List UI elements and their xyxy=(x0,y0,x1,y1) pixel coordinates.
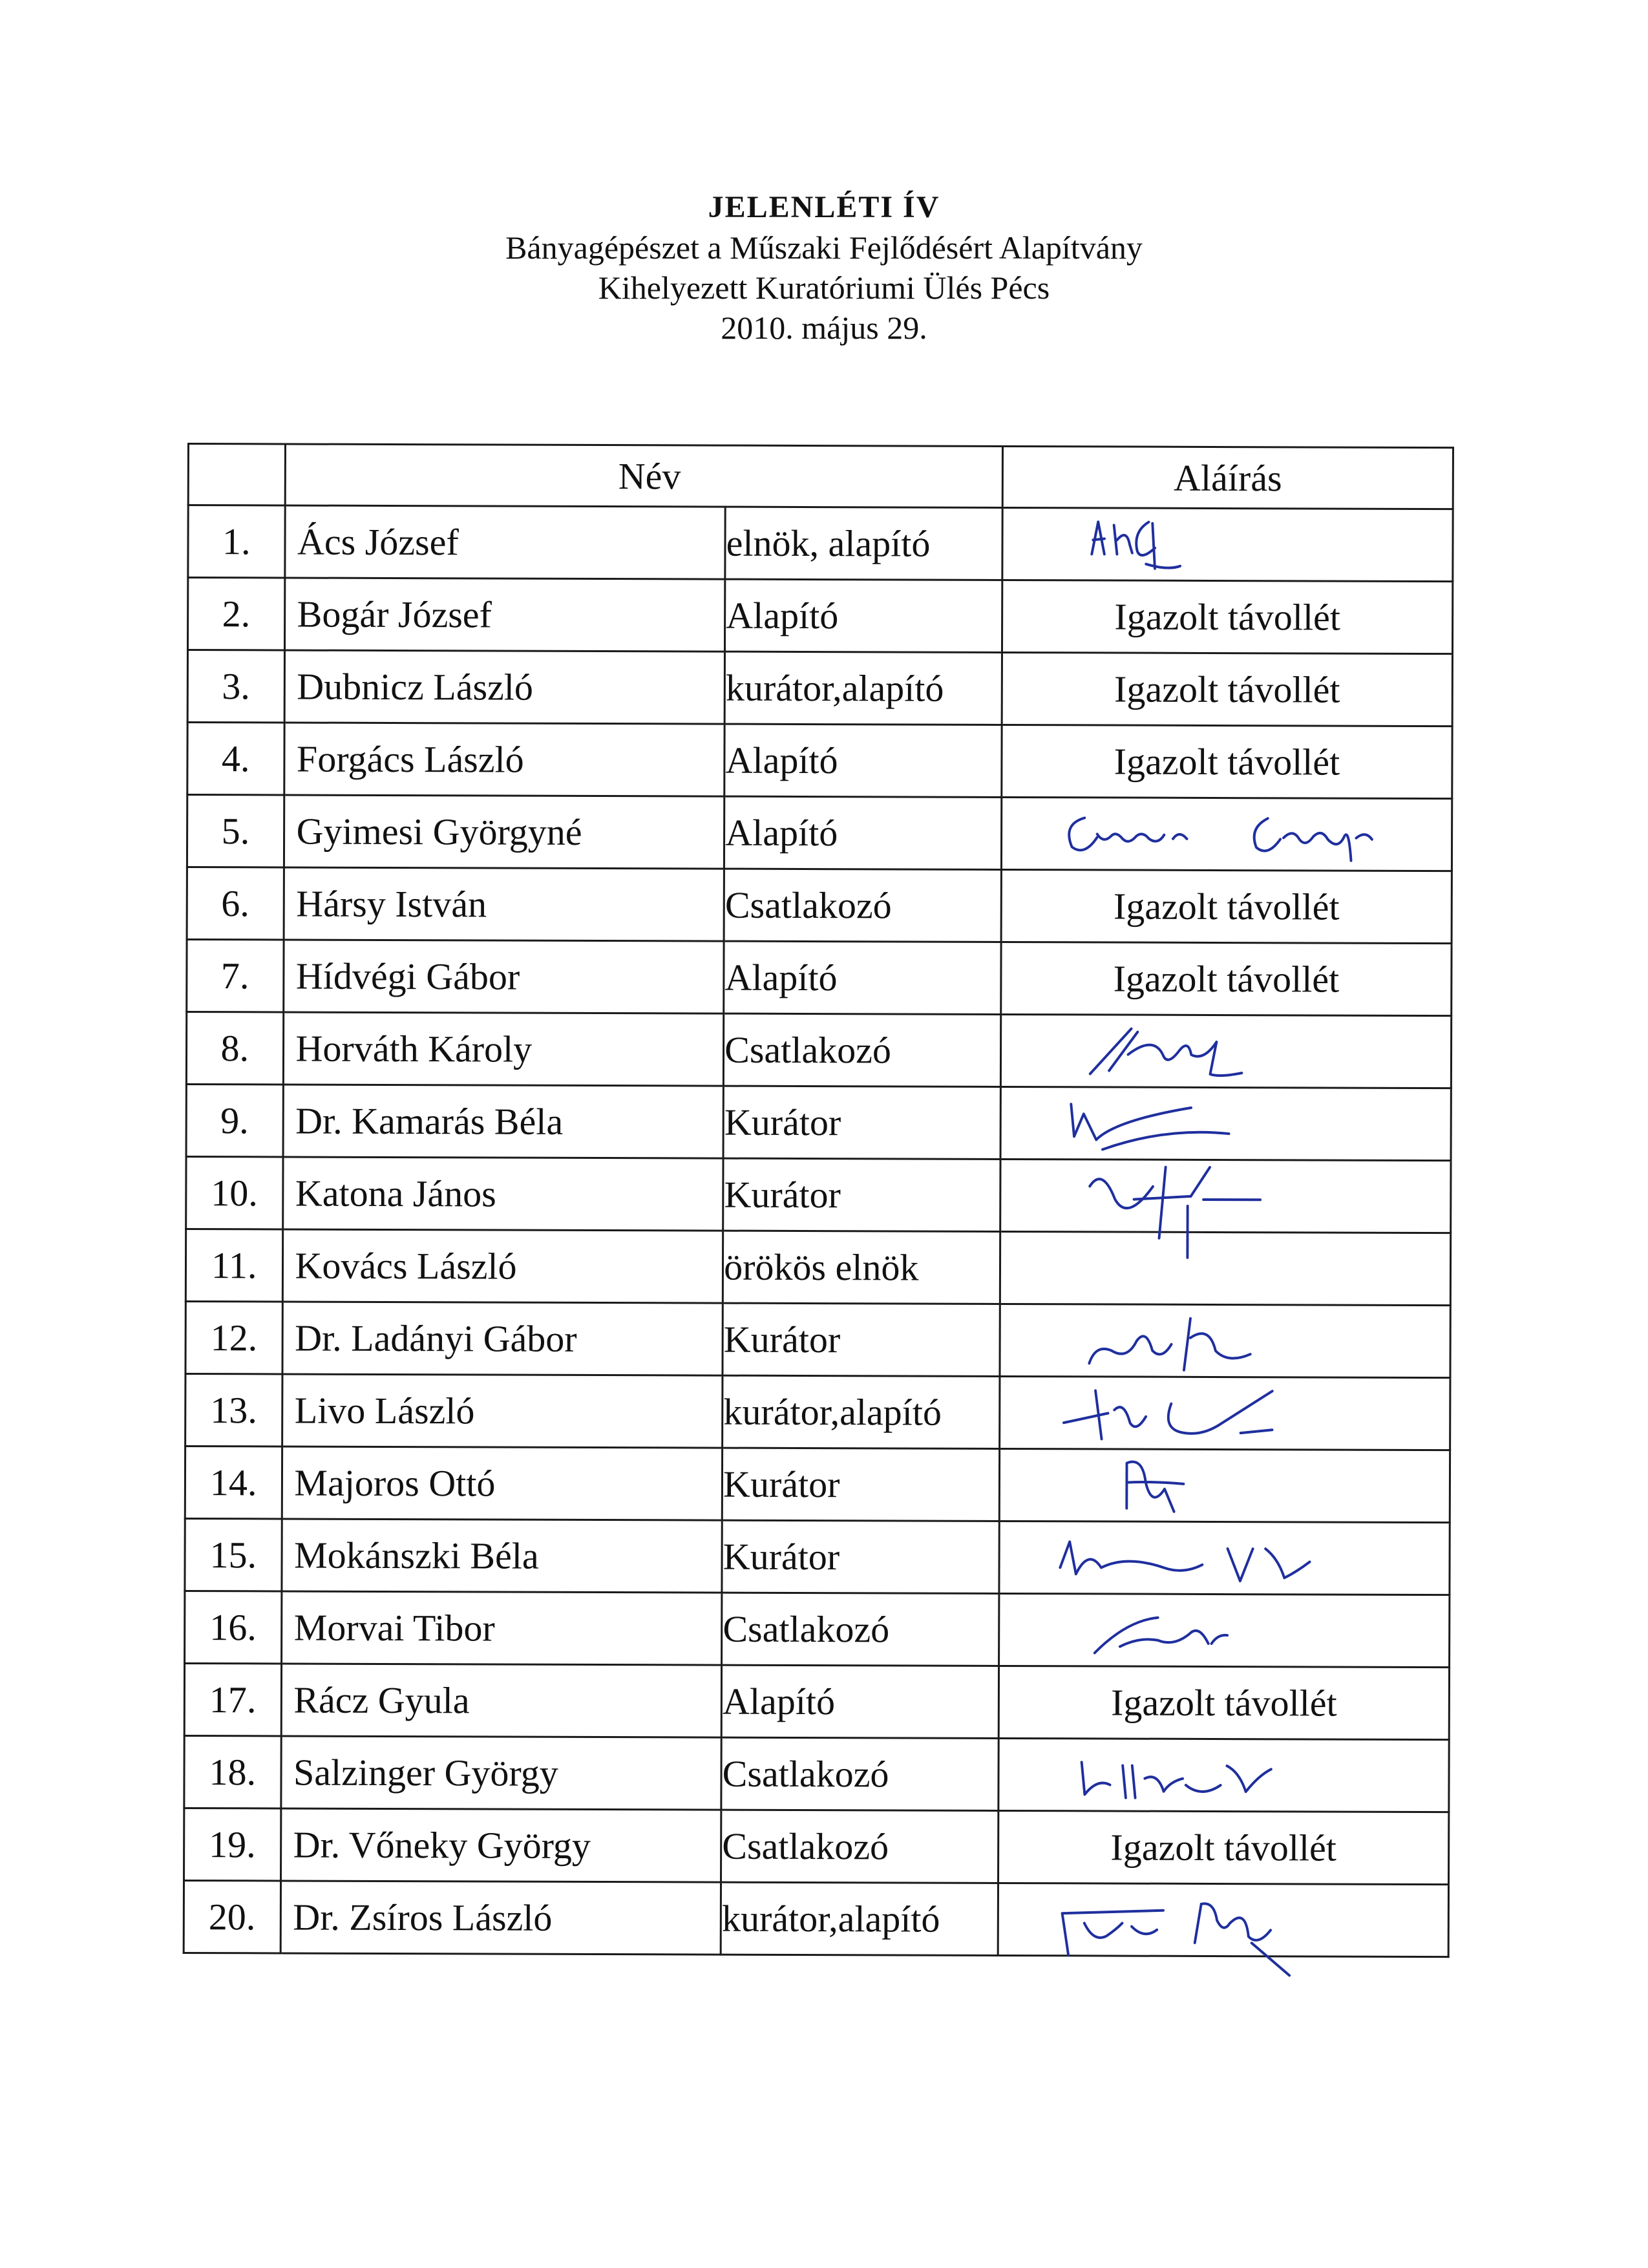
signature-text: Igazolt távollét xyxy=(1114,595,1341,639)
signature-text: Igazolt távollét xyxy=(1114,668,1340,711)
table-header-row xyxy=(188,444,1453,509)
name-column-header: Név xyxy=(285,444,1003,507)
signature-cell xyxy=(1002,580,1453,653)
table-row xyxy=(184,1880,1448,1956)
row-number: 16. xyxy=(185,1591,282,1663)
handwritten-signature xyxy=(1002,1015,1450,1087)
signature-cell xyxy=(998,1883,1448,1956)
row-number: 15. xyxy=(185,1518,282,1591)
table-row xyxy=(184,1735,1449,1812)
table-row xyxy=(186,1084,1451,1160)
member-role: Kurátor xyxy=(723,1086,1000,1159)
member-name: Dr. Zsíros László xyxy=(280,1881,721,1955)
handwritten-signature xyxy=(1003,509,1452,580)
table-row xyxy=(187,795,1452,871)
row-number: 18. xyxy=(184,1735,281,1808)
table-row xyxy=(185,1301,1450,1377)
signature-cell xyxy=(1002,725,1452,798)
signature-text: Igazolt távollét xyxy=(1110,1826,1337,1869)
signature-text: Igazolt távollét xyxy=(1113,885,1340,928)
signature-cell xyxy=(1000,1376,1450,1450)
member-name: Ács József xyxy=(284,505,725,579)
member-name: Forgács László xyxy=(284,723,724,796)
table-row xyxy=(188,505,1453,582)
member-role: örökös elnök xyxy=(723,1231,1000,1304)
member-role: Csatlakozó xyxy=(722,1593,999,1666)
signature-text: Igazolt távollét xyxy=(1113,957,1340,1001)
signature-stroke xyxy=(1060,1542,1309,1581)
member-role: Kurátor xyxy=(722,1520,999,1593)
member-role: Alapító xyxy=(721,1665,998,1738)
member-name: Majoros Ottó xyxy=(282,1447,723,1520)
table-row xyxy=(187,723,1452,799)
row-number: 5. xyxy=(187,795,284,867)
row-number: 14. xyxy=(185,1446,282,1518)
signature-cell xyxy=(1000,1086,1451,1160)
member-name: Dr. Vőneky György xyxy=(280,1808,721,1882)
signature-stroke xyxy=(1069,818,1372,860)
signature-cell xyxy=(1000,1159,1451,1233)
signature-cell xyxy=(1001,797,1452,871)
table-row xyxy=(187,650,1452,726)
signature-stroke xyxy=(1062,1903,1289,1976)
member-name: Dr. Ladányi Gábor xyxy=(282,1302,723,1375)
signature-cell xyxy=(998,1666,1449,1739)
member-role: elnök, alapító xyxy=(725,507,1002,580)
member-role: Alapító xyxy=(724,941,1001,1014)
row-number: 3. xyxy=(187,650,284,723)
signature-stroke xyxy=(1089,1318,1250,1370)
document-title: JELENLÉTI ÍV xyxy=(708,190,940,224)
signature-cell xyxy=(1000,1231,1450,1305)
attendance-table xyxy=(183,443,1454,1958)
signature-cell xyxy=(1001,942,1452,1015)
member-role: kurátor,alapító xyxy=(723,1375,1000,1448)
table-row xyxy=(185,1591,1450,1667)
member-role: Csatlakozó xyxy=(721,1810,998,1883)
meeting-date: 2010. május 29. xyxy=(721,310,927,346)
member-name: Dubnicz László xyxy=(284,650,725,724)
member-role: kurátor,alapító xyxy=(724,652,1002,725)
table-row xyxy=(185,1518,1450,1595)
foundation-name: Bányagépészet a Műszaki Fejlődésért Alapítvány xyxy=(505,229,1143,266)
row-number: 1. xyxy=(188,505,285,578)
row-number: 19. xyxy=(184,1808,281,1880)
signature-cell xyxy=(998,1810,1449,1884)
handwritten-signature xyxy=(1001,1160,1450,1232)
member-name: Horváth Károly xyxy=(283,1012,724,1086)
member-name: Bogár József xyxy=(284,578,725,652)
signature-cell xyxy=(998,1738,1449,1812)
member-role: Alapító xyxy=(724,796,1002,869)
handwritten-signature xyxy=(1001,1305,1450,1377)
member-role: Csatlakozó xyxy=(721,1737,998,1810)
handwritten-signature xyxy=(999,1884,1448,1956)
signature-cell xyxy=(999,1593,1450,1667)
signature-cell xyxy=(1002,652,1452,726)
meeting-name: Kihelyezett Kuratóriumi Ülés Pécs xyxy=(598,270,1050,306)
row-number: 11. xyxy=(185,1229,282,1301)
member-role: Kurátor xyxy=(723,1303,1000,1376)
row-number: 20. xyxy=(184,1880,280,1953)
member-name: Katona János xyxy=(282,1157,723,1231)
signature-cell xyxy=(999,1521,1450,1595)
member-name: Salzinger György xyxy=(280,1736,721,1810)
row-number: 7. xyxy=(187,940,284,1012)
signature-cell xyxy=(1002,507,1453,581)
table-row xyxy=(187,940,1452,1016)
member-name: Morvai Tibor xyxy=(281,1591,722,1665)
member-role: Alapító xyxy=(724,724,1002,797)
handwritten-signature xyxy=(1002,798,1451,870)
table-row xyxy=(184,1663,1449,1739)
handwritten-signature xyxy=(1000,1522,1448,1594)
signature-stroke xyxy=(1090,1028,1242,1076)
signature-stroke xyxy=(1092,522,1180,568)
table-row xyxy=(186,1012,1451,1088)
member-name: Gyimesi Györgyné xyxy=(284,795,724,869)
table-row xyxy=(185,1446,1450,1522)
member-role: Kurátor xyxy=(723,1158,1000,1231)
signature-stroke xyxy=(1064,1390,1273,1439)
signature-cell xyxy=(1000,1304,1450,1377)
row-number: 13. xyxy=(185,1373,282,1446)
signature-cell xyxy=(1000,1014,1451,1088)
member-name: Mokánszki Béla xyxy=(281,1519,722,1593)
table-row xyxy=(187,867,1452,944)
member-role: Csatlakozó xyxy=(724,1013,1001,1086)
document-header xyxy=(0,187,1648,348)
signature-column-header: Aláírás xyxy=(1002,446,1453,509)
signature-stroke xyxy=(1082,1762,1271,1798)
member-role: kurátor,alapító xyxy=(721,1882,998,1955)
handwritten-signature xyxy=(999,1739,1448,1811)
handwritten-signature xyxy=(1000,1595,1448,1666)
signature-cell xyxy=(1001,869,1452,943)
handwritten-signature xyxy=(1000,1450,1449,1521)
row-number: 9. xyxy=(186,1084,283,1156)
table-row xyxy=(186,1156,1451,1233)
table-row xyxy=(185,1373,1450,1450)
member-name: Hídvégi Gábor xyxy=(283,940,724,1013)
row-number: 4. xyxy=(187,723,284,795)
member-role: Kurátor xyxy=(722,1448,999,1521)
table-row xyxy=(184,1808,1449,1884)
signature-text: Igazolt távollét xyxy=(1111,1681,1337,1724)
row-number: 2. xyxy=(187,578,284,650)
row-number: 17. xyxy=(184,1663,281,1735)
member-role: Alapító xyxy=(725,579,1002,652)
signature-stroke xyxy=(1071,1104,1229,1150)
member-role: Csatlakozó xyxy=(724,869,1001,942)
member-name: Kovács László xyxy=(282,1229,723,1303)
member-name: Livo László xyxy=(282,1374,723,1448)
row-number: 12. xyxy=(185,1301,282,1373)
member-name: Rácz Gyula xyxy=(281,1664,722,1737)
table-row xyxy=(187,578,1452,654)
row-number: 10. xyxy=(186,1156,283,1229)
signature-text: Igazolt távollét xyxy=(1114,740,1340,783)
number-header xyxy=(188,444,285,505)
row-number: 6. xyxy=(187,867,284,940)
row-number: 8. xyxy=(186,1012,283,1085)
member-name: Hársy István xyxy=(284,867,724,941)
table-row xyxy=(185,1229,1450,1305)
signature-stroke xyxy=(1095,1617,1227,1653)
member-name: Dr. Kamarás Béla xyxy=(283,1085,724,1158)
handwritten-signature xyxy=(1000,1377,1449,1449)
signature-stroke xyxy=(1126,1462,1183,1512)
signature-cell xyxy=(999,1448,1450,1522)
handwritten-signature xyxy=(1002,1088,1450,1160)
